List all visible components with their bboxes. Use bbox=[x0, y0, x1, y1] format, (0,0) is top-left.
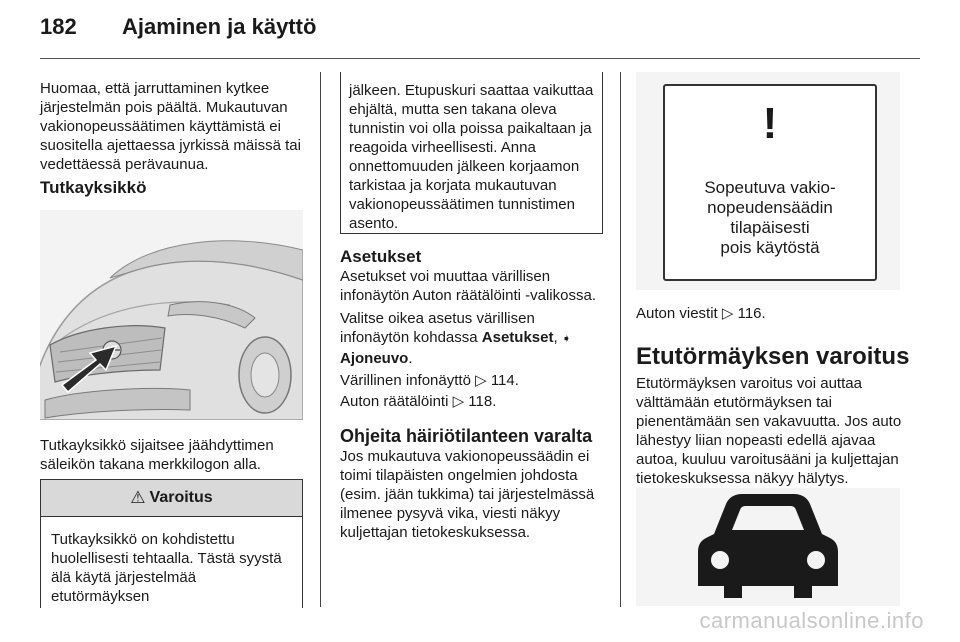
page-title: Ajaminen ja käyttö bbox=[122, 14, 317, 39]
column-divider-2 bbox=[620, 72, 621, 607]
reference-vehicle-personalisation: Auton räätälöinti ▷ 118. bbox=[340, 393, 497, 410]
display-message: Sopeutuva vakio- nopeudensäädin tilapäisesti pois käytöstä bbox=[704, 178, 836, 257]
warning-triangle-icon: ⚠ bbox=[130, 488, 146, 507]
fault-paragraph: Jos mukautuva vakionopeussäädin ei toimi tilapäisten ongelmien johdosta (esim. jään tukkima) tai järjestelmässä ilmenee pysyvä vika, viesti näkyy kuljettajan tietokeskuksessa. bbox=[340, 448, 595, 541]
exclamation-icon: ! bbox=[762, 99, 778, 148]
radar-caption: Tutkayksikkö sijaitsee jäähdyttimen säleikön takana merkkilogon alla. bbox=[40, 437, 274, 473]
intro-paragraph: Huomaa, että jarruttaminen kytkee järjestelmän pois päältä. Mukautuvan vakionopeussäätimen käyttämistä ei suositella ajettaessa jyrkissä mäissä tai vedettäessä perävaunua. bbox=[40, 80, 301, 173]
warning-box-continued bbox=[340, 72, 603, 234]
settings-heading: Asetukset bbox=[340, 247, 422, 266]
radar-heading: Tutkayksikkö bbox=[40, 178, 147, 197]
fcw-symbol-image bbox=[636, 488, 900, 606]
warning-header bbox=[41, 480, 302, 517]
warning-text: Tutkayksikkö on kohdistettu huolellisesti tehtaalla. Tästä syystä älä käytä järjestelmää etutörmäyksen bbox=[51, 531, 282, 605]
header-divider bbox=[40, 58, 920, 59]
page-ref-icon: ▷ bbox=[475, 372, 487, 389]
warning-title: Varoitus bbox=[149, 489, 213, 506]
settings-paragraph-2: Valitse oikea asetus värillisen infonäytön kohdassa Asetukset, ➧ Ajoneuvo. bbox=[340, 310, 572, 367]
watermark: carmanualsonline.info bbox=[699, 608, 924, 633]
page-ref-icon: ▷ bbox=[721, 305, 734, 322]
reference-color-info-display: Värillinen infonäyttö ▷ 114. bbox=[340, 372, 519, 389]
fault-heading: Ohjeita häiriötilanteen varalta bbox=[340, 426, 593, 446]
car-front-icon bbox=[636, 488, 900, 606]
fcw-paragraph: Etutörmäyksen varoitus voi auttaa välttämään etutörmäyksen tai pienentämään sen vakavuutta. Jos auto lähestyy liian nopeasti edellä ajavaa autoa, kuuluu varoitusääni ja kuljettajan tietokeskuksessa näkyy hälytys. bbox=[636, 375, 902, 487]
column-divider-1 bbox=[320, 72, 321, 607]
page-number: 182 bbox=[40, 14, 77, 39]
display-message-image bbox=[636, 72, 900, 290]
radar-location-photo bbox=[40, 210, 303, 420]
car-front-illustration bbox=[40, 210, 303, 420]
warning-text-continued: jälkeen. Etupuskuri saattaa vaikuttaa ehjältä, mutta sen takana oleva tunnistin voi olla poissa paikaltaan ja reagoida virheellisesti. Anna onnettomuuden jälkeen korjaamon tarkistaa ja korjata mukautuvan vakionopeussäätimen tunnistimen asento. bbox=[349, 82, 594, 232]
driver-info-display bbox=[663, 84, 877, 281]
settings-paragraph-1: Asetukset voi muuttaa värillisen infonäytön Auton räätälöinti -valikossa. bbox=[340, 268, 596, 304]
warning-box bbox=[40, 479, 303, 608]
menu-arrow-icon: ➧ bbox=[561, 333, 572, 345]
reference-vehicle-messages: Auton viestit ▷ 116. bbox=[636, 305, 766, 322]
vehicle-menu-label: Ajoneuvo bbox=[340, 350, 409, 367]
page-ref-icon: ▷ bbox=[452, 393, 465, 410]
fcw-heading: Etutörmäyksen varoitus bbox=[636, 343, 910, 370]
settings-menu-label: Asetukset bbox=[481, 329, 554, 346]
